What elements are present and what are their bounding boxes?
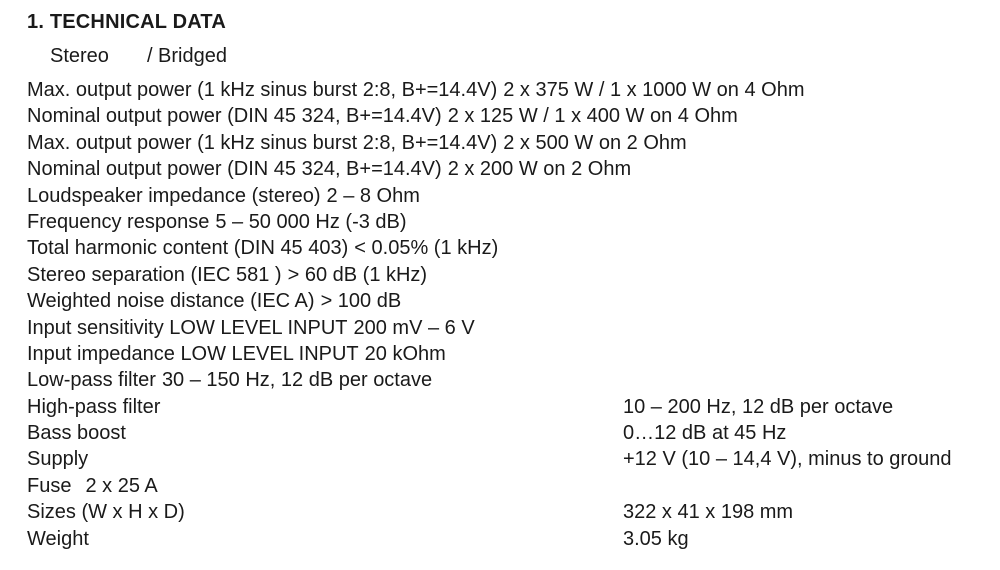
- spec-row-max-power-2ohm: [27, 130, 992, 156]
- spec-label: Max. output power (1 kHz sinus burst 2:8, B+=14.4V): [27, 131, 498, 154]
- spec-value: 0…12 dB at 45 Hz: [623, 422, 787, 445]
- spec-row-noise-distance: [27, 288, 992, 314]
- spec-row-frequency-response: [27, 209, 992, 235]
- spec-row-bass-boost: [27, 420, 992, 446]
- spec-row-weight: [27, 526, 992, 552]
- spec-value: +12 V (10 – 14,4 V), minus to ground: [623, 448, 952, 471]
- spec-row-input-impedance: [27, 341, 992, 367]
- mode-stereo: Stereo: [50, 45, 109, 67]
- spec-row-nominal-power-4ohm: [27, 103, 992, 129]
- spec-value: 2 x 125 W / 1 x 400 W on 4 Ohm: [447, 105, 738, 128]
- spec-row-stereo-separation: [27, 262, 992, 288]
- spec-label: Input sensitivity LOW LEVEL INPUT: [27, 316, 348, 339]
- spec-row-max-power-4ohm: [27, 77, 992, 103]
- spec-row-input-sensitivity: [27, 315, 992, 341]
- spec-label: Nominal output power (DIN 45 324, B+=14.4V): [27, 105, 442, 128]
- spec-label: Weighted noise distance (IEC A): [27, 290, 315, 313]
- spec-value: 2 x 200 W on 2 Ohm: [447, 158, 632, 181]
- spec-label: Sizes (W x H x D): [27, 501, 185, 524]
- spec-value: > 100 dB: [320, 290, 402, 313]
- spec-label: Max. output power (1 kHz sinus burst 2:8, B+=14.4V): [27, 79, 498, 101]
- spec-value: < 0.05% (1 kHz): [354, 237, 499, 260]
- spec-value: 2 x 375 W / 1 x 1000 W on 4 Ohm: [503, 79, 805, 101]
- spec-value: 322 x 41 x 198 mm: [623, 501, 794, 524]
- spec-label: Supply: [27, 448, 89, 471]
- spec-row-sizes: [27, 499, 992, 525]
- spec-value: 5 – 50 000 Hz (-3 dB): [215, 210, 407, 233]
- mode-line: [50, 45, 227, 68]
- spec-label: High-pass filter: [27, 395, 161, 418]
- spec-row-high-pass-filter: [27, 394, 992, 420]
- spec-label: Low-pass filter: [27, 369, 156, 392]
- spec-value: 2 x 500 W on 2 Ohm: [503, 131, 687, 154]
- spec-label: Input impedance LOW LEVEL INPUT: [27, 342, 359, 365]
- spec-label: Bass boost: [27, 422, 126, 445]
- spec-value: 10 – 200 Hz, 12 dB per octave: [623, 395, 894, 418]
- spec-value: 3.05 kg: [623, 527, 689, 550]
- spec-row-loudspeaker-impedance: [27, 183, 992, 209]
- spec-value: 200 mV – 6 V: [353, 316, 475, 339]
- mode-bridged: / Bridged: [146, 45, 227, 67]
- spec-label: Nominal output power (DIN 45 324, B+=14.4V): [27, 158, 442, 181]
- spec-label: Loudspeaker impedance (stereo): [27, 184, 321, 207]
- spec-row-harmonic-content: [27, 235, 992, 261]
- spec-label: Stereo separation (IEC 581 ): [27, 263, 282, 286]
- spec-label: Frequency response: [27, 210, 210, 233]
- spec-value: > 60 dB (1 kHz): [287, 263, 428, 286]
- spec-row-nominal-power-2ohm: [27, 156, 992, 182]
- spec-row-low-pass-filter: [27, 367, 992, 393]
- spec-value: 2 x 25 A: [85, 474, 158, 497]
- spec-list: [27, 77, 992, 552]
- spec-value: 2 – 8 Ohm: [326, 184, 420, 207]
- spec-value: 30 – 150 Hz, 12 dB per octave: [161, 369, 433, 392]
- spec-label: Weight: [27, 527, 89, 550]
- spec-label: Total harmonic content (DIN 45 403): [27, 237, 349, 260]
- spec-row-supply: [27, 446, 992, 472]
- spec-label: Fuse: [27, 474, 72, 497]
- section-heading: 1. TECHNICAL DATA: [27, 11, 226, 33]
- spec-value: 20 kOhm: [364, 342, 446, 365]
- spec-row-fuse: [27, 473, 992, 499]
